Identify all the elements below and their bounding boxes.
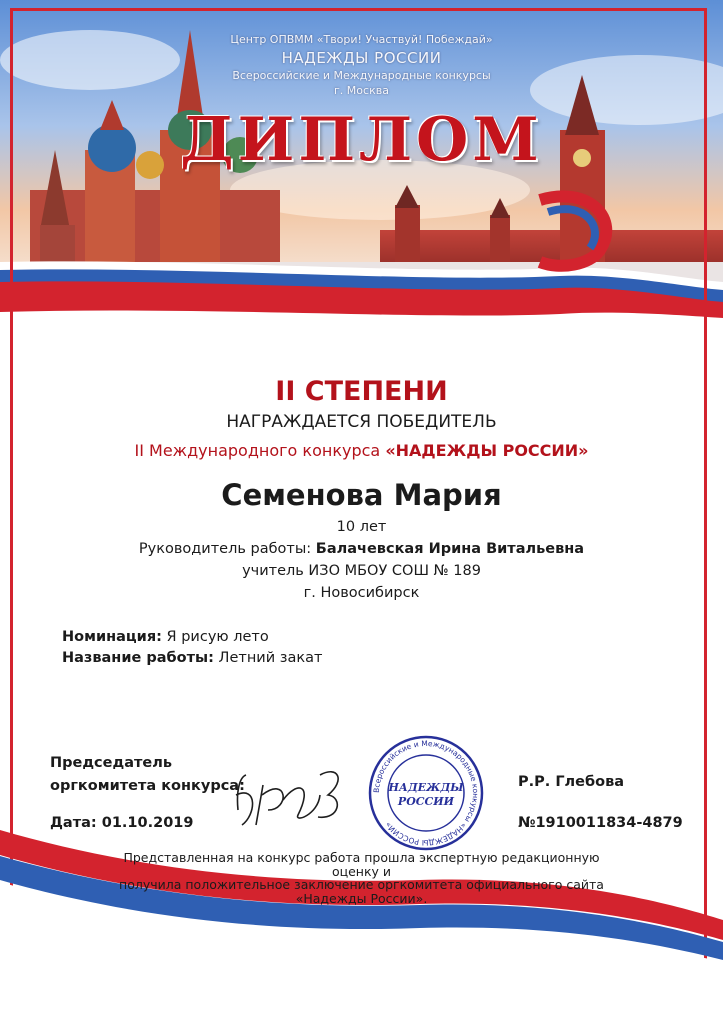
footer-line-2: получила положительное заключение оргкомитета официального сайта (119, 877, 604, 892)
award-degree: II СТЕПЕНИ (275, 376, 448, 407)
organizer-name: Центр ОПВММ «Твори! Участвуй! Побеждай» (230, 33, 493, 46)
footer-line-3: «Надежды России». (295, 890, 428, 906)
nomination-label: Номинация: (62, 629, 162, 645)
contest-name: «НАДЕЖДЫ РОССИИ» (385, 441, 589, 460)
chair-label (50, 752, 245, 798)
winner-city: г. Новосибирск (303, 585, 420, 601)
diploma-heading: ДИПЛОМ (180, 105, 543, 175)
stamp-ring-text: Всероссийские и Международные конкурсы «НАДЕЖДЫ РОССИИ» (371, 738, 481, 848)
nomination-value: Я рисую лето (166, 629, 269, 645)
nomination-line (62, 629, 269, 645)
organizer-title: НАДЕЖДЫ РОССИИ (281, 49, 442, 67)
footer-note (110, 851, 613, 905)
supervisor-line (0, 541, 723, 557)
stamp-center-line-1: НАДЕЖДЫ (388, 781, 464, 794)
winner-age: 10 лет (336, 519, 387, 535)
work-title-label: Название работы: (62, 650, 214, 666)
teacher-info: учитель ИЗО МБОУ СОШ № 189 (242, 563, 481, 579)
footer-flag-ribbon (0, 810, 723, 1024)
supervisor-label: Руководитель работы: (138, 541, 312, 557)
work-title-value: Летний закат (218, 650, 323, 666)
work-title-line (62, 650, 322, 666)
signer-name: Р.Р. Глебова (518, 774, 625, 790)
diploma-number: №1910011834-4879 (518, 815, 683, 831)
awarded-text: НАГРАЖДАЕТСЯ ПОБЕДИТЕЛЬ (226, 412, 497, 432)
chair-line-1: Председатель (50, 755, 173, 771)
winner-name: Семенова Мария (221, 478, 502, 512)
contest-line (0, 441, 723, 460)
supervisor-name: Балачевская Ирина Витальевна (315, 541, 585, 557)
chair-line-2: оргкомитета конкурса: (50, 778, 245, 794)
organizer-subtitle: Всероссийские и Международные конкурсы (232, 69, 491, 82)
stamp-center-line-2: РОССИИ (397, 795, 455, 808)
organizer-city: г. Москва (334, 84, 389, 97)
footer-line-1: Представленная на конкурс работа прошла экспертную редакционную оценку и (123, 850, 600, 879)
issue-date: Дата: 01.10.2019 (50, 815, 194, 831)
contest-prefix: II Международного конкурса (134, 441, 381, 460)
